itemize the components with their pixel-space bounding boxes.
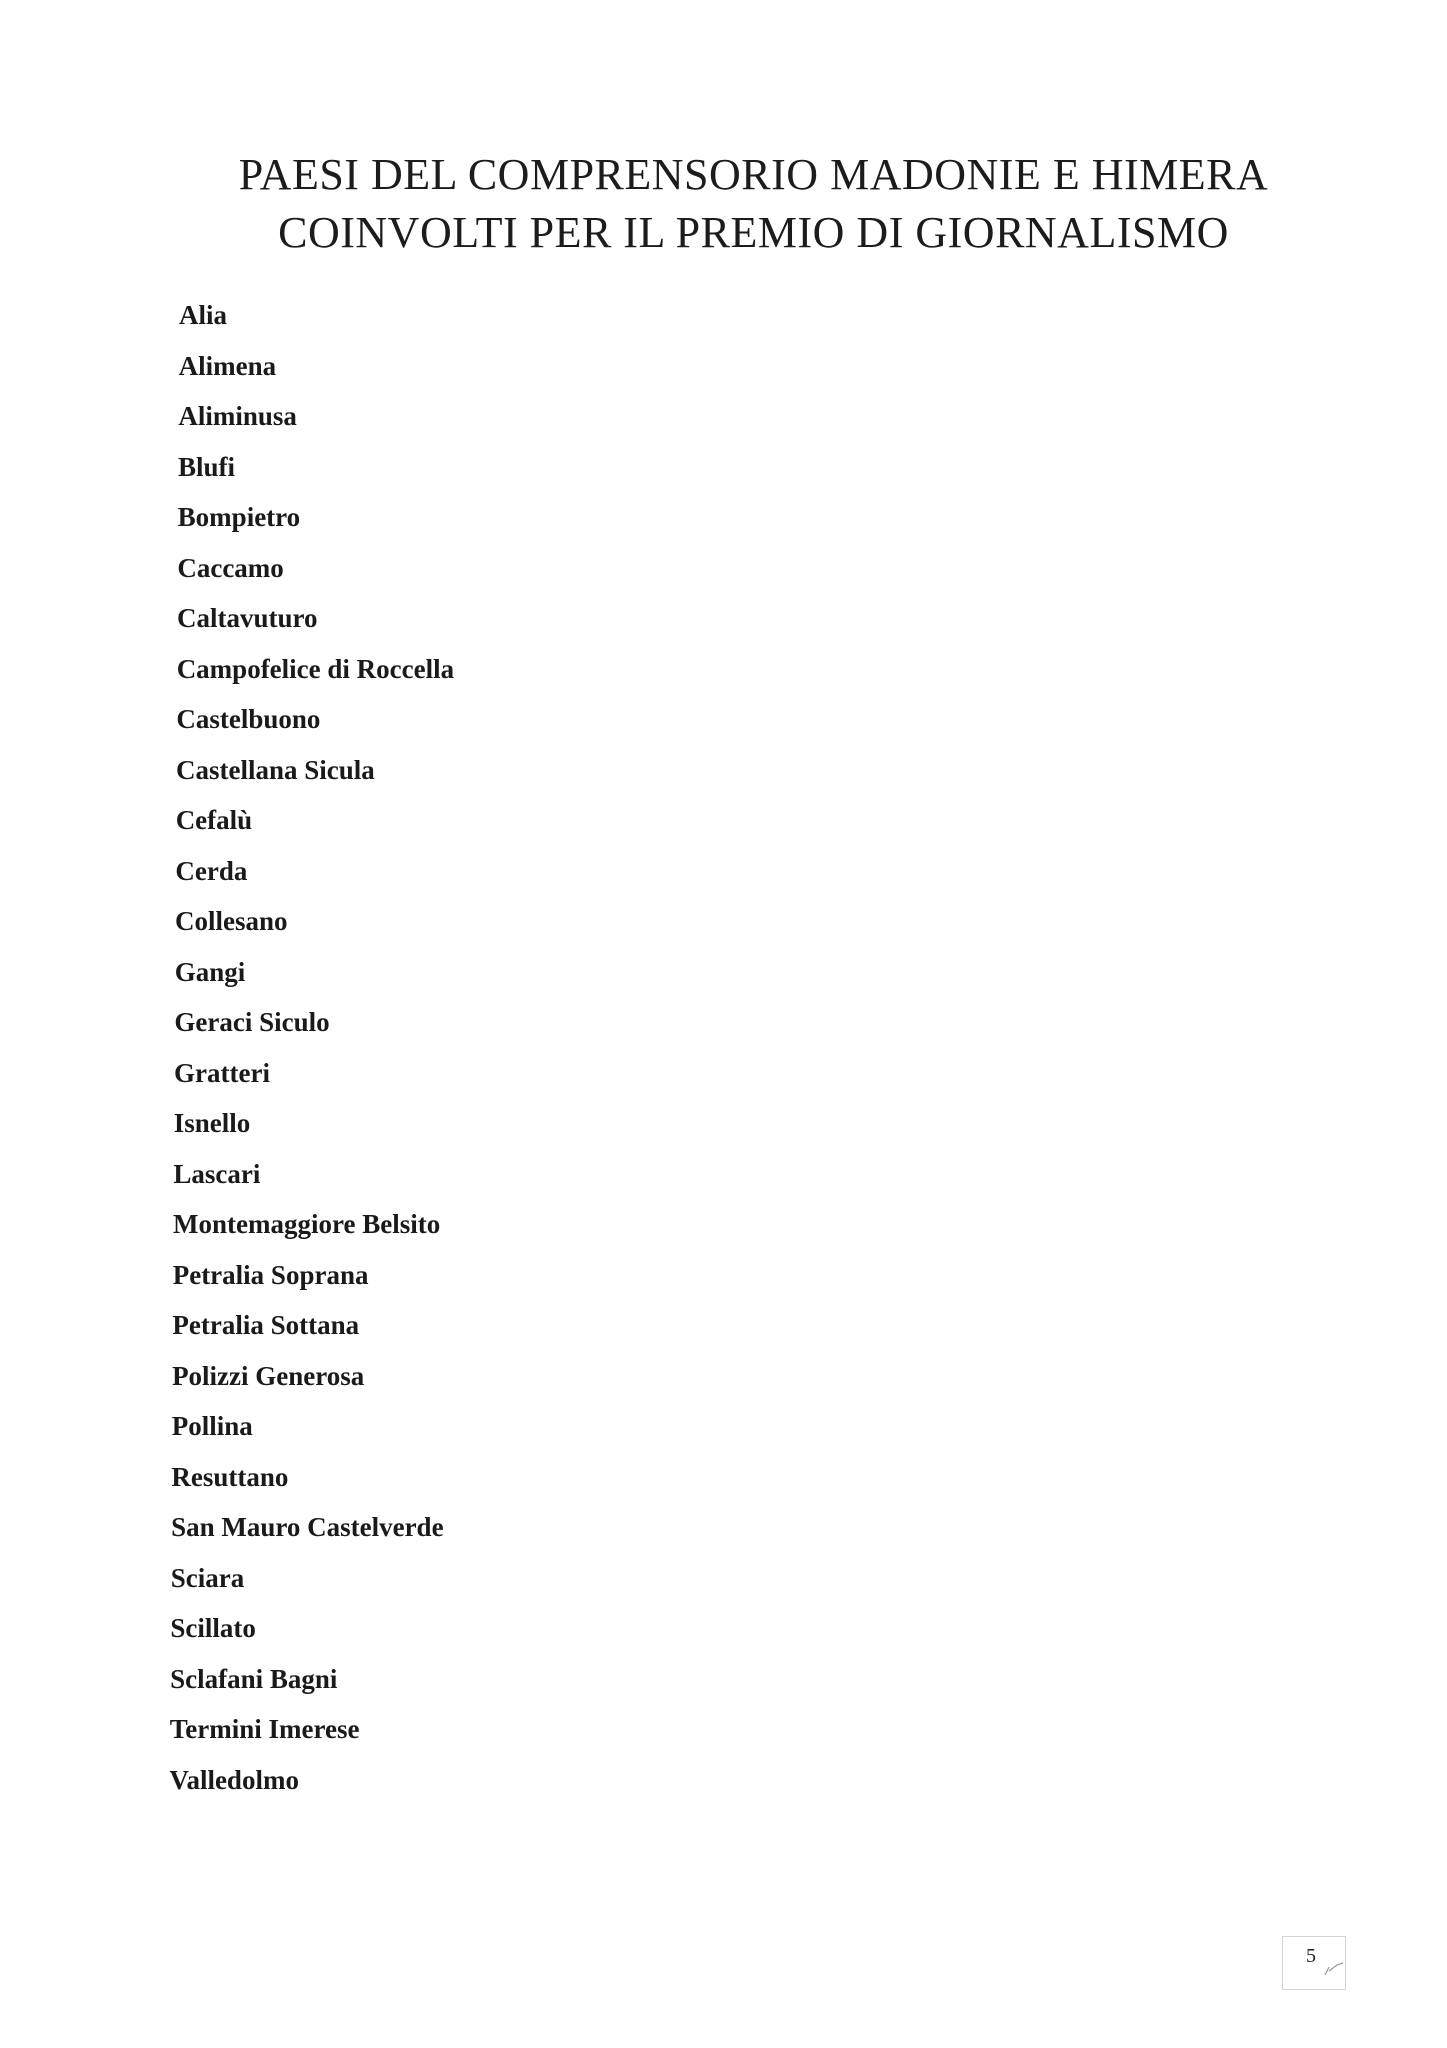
town-item: Polizzi Generosa [172, 1360, 365, 1391]
town-item: Resuttano [171, 1461, 289, 1492]
town-item: Scillato [170, 1613, 256, 1643]
town-item: Cefalù [175, 805, 253, 835]
town-item: Isnello [173, 1108, 251, 1138]
town-item: Geraci Siculo [174, 1007, 330, 1037]
town-item: Gratteri [174, 1057, 270, 1088]
town-item: Caltavuturo [177, 603, 318, 633]
title-line-2: COINVOLTI PER IL PREMIO DI GIORNALISMO [278, 208, 1229, 257]
town-item: Cerda [175, 855, 248, 886]
town-item: Sciara [170, 1562, 245, 1593]
town-item: Bompietro [177, 502, 301, 532]
town-item: Castellana Sicula [176, 754, 375, 785]
town-item: Castelbuono [176, 704, 321, 734]
town-item: Lascari [173, 1158, 261, 1189]
town-item: Termini Imerese [169, 1714, 360, 1744]
town-item: Campofelice di Roccella [176, 653, 455, 684]
town-item: Petralia Soprana [172, 1259, 369, 1290]
town-item: Aliminusa [178, 401, 297, 431]
town-item: Alimena [178, 350, 277, 381]
town-item: Sclafani Bagni [170, 1663, 338, 1694]
town-item: Montemaggiore Belsito [173, 1209, 441, 1239]
town-item: Caccamo [177, 552, 284, 583]
page-number: 5 [1306, 1945, 1316, 1967]
page-corner-mark-icon [1323, 1959, 1345, 1977]
town-item: Gangi [174, 956, 246, 987]
town-item: Pollina [171, 1411, 253, 1441]
town-item: Alia [179, 300, 228, 330]
town-item: Valledolmo [169, 1764, 299, 1795]
town-item: San Mauro Castelverde [171, 1512, 444, 1542]
town-item: Collesano [175, 906, 288, 936]
page-number-box [1282, 1936, 1346, 1990]
town-item: Petralia Sottana [172, 1310, 360, 1340]
town-item: Blufi [178, 451, 236, 482]
page-title [0, 146, 1447, 262]
title-line-1: PAESI DEL COMPRENSORIO MADONIE E HIMERA [238, 150, 1269, 199]
